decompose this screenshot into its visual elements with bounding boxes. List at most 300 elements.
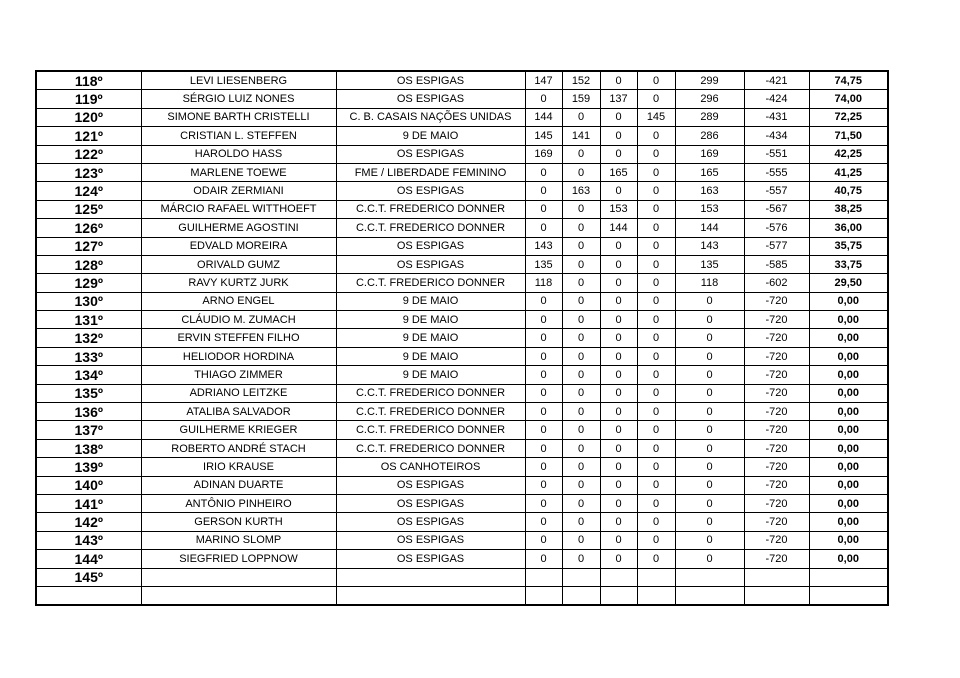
- difference-cell: -551: [744, 145, 809, 163]
- difference-cell: -431: [744, 108, 809, 126]
- position-cell: 120º: [36, 108, 141, 126]
- game-3-cell: 0: [600, 255, 637, 273]
- team-cell: 9 DE MAIO: [336, 347, 525, 365]
- game-3-cell: 0: [600, 237, 637, 255]
- team-cell: 9 DE MAIO: [336, 292, 525, 310]
- difference-cell: -720: [744, 458, 809, 476]
- game-1-cell: 147: [525, 71, 562, 90]
- game-2-cell: 0: [562, 219, 600, 237]
- player-name-cell: EDVALD MOREIRA: [141, 237, 336, 255]
- game-4-cell: 0: [637, 347, 675, 365]
- difference-cell: -720: [744, 421, 809, 439]
- game-4-cell: 0: [637, 513, 675, 531]
- difference-cell: -576: [744, 219, 809, 237]
- team-cell: C.C.T. FREDERICO DONNER: [336, 219, 525, 237]
- team-cell: OS ESPIGAS: [336, 513, 525, 531]
- game-2-cell: 0: [562, 494, 600, 512]
- score-cell: [809, 586, 888, 605]
- game-1-cell: 145: [525, 127, 562, 145]
- game-3-cell: 0: [600, 439, 637, 457]
- game-2-cell: 0: [562, 255, 600, 273]
- team-cell: 9 DE MAIO: [336, 366, 525, 384]
- game-4-cell: [637, 568, 675, 586]
- game-1-cell: 0: [525, 550, 562, 568]
- position-cell: 131º: [36, 311, 141, 329]
- game-1-cell: 0: [525, 458, 562, 476]
- team-cell: 9 DE MAIO: [336, 127, 525, 145]
- game-3-cell: 165: [600, 163, 637, 181]
- position-cell: 124º: [36, 182, 141, 200]
- score-cell: 0,00: [809, 439, 888, 457]
- position-cell: 140º: [36, 476, 141, 494]
- difference-cell: -720: [744, 311, 809, 329]
- player-name-cell: HAROLDO HASS: [141, 145, 336, 163]
- player-name-cell: SIEGFRIED LOPPNOW: [141, 550, 336, 568]
- position-cell: 135º: [36, 384, 141, 402]
- table-row: [36, 347, 888, 365]
- game-3-cell: 0: [600, 513, 637, 531]
- game-1-cell: 0: [525, 513, 562, 531]
- total-cell: 0: [675, 513, 744, 531]
- position-cell: 145º: [36, 568, 141, 586]
- table-row: [36, 311, 888, 329]
- game-3-cell: 144: [600, 219, 637, 237]
- table-row: [36, 71, 888, 90]
- game-3-cell: [600, 568, 637, 586]
- game-3-cell: 0: [600, 145, 637, 163]
- score-cell: 41,25: [809, 163, 888, 181]
- score-cell: 35,75: [809, 237, 888, 255]
- results-table: [35, 70, 889, 606]
- table-row: [36, 237, 888, 255]
- score-cell: [809, 568, 888, 586]
- player-name-cell: RAVY KURTZ JURK: [141, 274, 336, 292]
- team-cell: OS ESPIGAS: [336, 90, 525, 108]
- game-1-cell: 0: [525, 439, 562, 457]
- total-cell: 0: [675, 384, 744, 402]
- difference-cell: -720: [744, 292, 809, 310]
- team-cell: 9 DE MAIO: [336, 329, 525, 347]
- difference-cell: -720: [744, 329, 809, 347]
- player-name-cell: ARNO ENGEL: [141, 292, 336, 310]
- position-cell: 136º: [36, 403, 141, 421]
- table-row: [36, 182, 888, 200]
- game-2-cell: 141: [562, 127, 600, 145]
- game-1-cell: 0: [525, 384, 562, 402]
- player-name-cell: ADINAN DUARTE: [141, 476, 336, 494]
- game-4-cell: 0: [637, 403, 675, 421]
- position-cell: 134º: [36, 366, 141, 384]
- position-cell: 121º: [36, 127, 141, 145]
- table-row: [36, 219, 888, 237]
- table-row: [36, 274, 888, 292]
- team-cell: C.C.T. FREDERICO DONNER: [336, 274, 525, 292]
- player-name-cell: MÁRCIO RAFAEL WITTHOEFT: [141, 200, 336, 218]
- team-cell: C.C.T. FREDERICO DONNER: [336, 421, 525, 439]
- player-name-cell: [141, 586, 336, 605]
- game-3-cell: 0: [600, 366, 637, 384]
- player-name-cell: GERSON KURTH: [141, 513, 336, 531]
- score-cell: 0,00: [809, 421, 888, 439]
- score-cell: 33,75: [809, 255, 888, 273]
- position-cell: 132º: [36, 329, 141, 347]
- team-cell: [336, 586, 525, 605]
- game-3-cell: 0: [600, 403, 637, 421]
- game-1-cell: 0: [525, 329, 562, 347]
- game-2-cell: 0: [562, 550, 600, 568]
- score-cell: 72,25: [809, 108, 888, 126]
- game-4-cell: 0: [637, 329, 675, 347]
- game-4-cell: 0: [637, 439, 675, 457]
- score-cell: 71,50: [809, 127, 888, 145]
- player-name-cell: CLÁUDIO M. ZUMACH: [141, 311, 336, 329]
- game-1-cell: 0: [525, 531, 562, 549]
- player-name-cell: MARINO SLOMP: [141, 531, 336, 549]
- game-2-cell: 0: [562, 163, 600, 181]
- player-name-cell: HELIODOR HORDINA: [141, 347, 336, 365]
- team-cell: OS ESPIGAS: [336, 71, 525, 90]
- team-cell: FME / LIBERDADE FEMININO: [336, 163, 525, 181]
- score-cell: 0,00: [809, 311, 888, 329]
- total-cell: 299: [675, 71, 744, 90]
- player-name-cell: ANTÔNIO PINHEIRO: [141, 494, 336, 512]
- game-4-cell: 0: [637, 384, 675, 402]
- difference-cell: -602: [744, 274, 809, 292]
- team-cell: C.C.T. FREDERICO DONNER: [336, 200, 525, 218]
- game-2-cell: 152: [562, 71, 600, 90]
- total-cell: 165: [675, 163, 744, 181]
- total-cell: 0: [675, 494, 744, 512]
- table-row: [36, 568, 888, 586]
- game-3-cell: 0: [600, 182, 637, 200]
- score-cell: 0,00: [809, 292, 888, 310]
- position-cell: 129º: [36, 274, 141, 292]
- total-cell: [675, 586, 744, 605]
- difference-cell: -585: [744, 255, 809, 273]
- total-cell: 0: [675, 458, 744, 476]
- player-name-cell: [141, 568, 336, 586]
- player-name-cell: ADRIANO LEITZKE: [141, 384, 336, 402]
- player-name-cell: ATALIBA SALVADOR: [141, 403, 336, 421]
- score-cell: 29,50: [809, 274, 888, 292]
- player-name-cell: THIAGO ZIMMER: [141, 366, 336, 384]
- game-1-cell: 0: [525, 311, 562, 329]
- game-2-cell: [562, 586, 600, 605]
- table-row: [36, 163, 888, 181]
- table-row: [36, 586, 888, 605]
- game-2-cell: 0: [562, 274, 600, 292]
- position-cell: 126º: [36, 219, 141, 237]
- game-2-cell: 0: [562, 145, 600, 163]
- game-1-cell: 143: [525, 237, 562, 255]
- total-cell: 0: [675, 292, 744, 310]
- player-name-cell: MARLENE TOEWE: [141, 163, 336, 181]
- game-2-cell: 0: [562, 237, 600, 255]
- player-name-cell: GUILHERME AGOSTINI: [141, 219, 336, 237]
- game-1-cell: 118: [525, 274, 562, 292]
- game-4-cell: 0: [637, 531, 675, 549]
- game-1-cell: 0: [525, 366, 562, 384]
- game-2-cell: 0: [562, 108, 600, 126]
- total-cell: 0: [675, 439, 744, 457]
- total-cell: 286: [675, 127, 744, 145]
- difference-cell: [744, 568, 809, 586]
- game-4-cell: 0: [637, 494, 675, 512]
- player-name-cell: GUILHERME KRIEGER: [141, 421, 336, 439]
- team-cell: OS ESPIGAS: [336, 255, 525, 273]
- team-cell: OS ESPIGAS: [336, 550, 525, 568]
- total-cell: 0: [675, 329, 744, 347]
- game-4-cell: 0: [637, 476, 675, 494]
- team-cell: OS ESPIGAS: [336, 476, 525, 494]
- game-1-cell: 0: [525, 494, 562, 512]
- game-4-cell: 0: [637, 163, 675, 181]
- total-cell: 0: [675, 311, 744, 329]
- game-2-cell: [562, 568, 600, 586]
- position-cell: 133º: [36, 347, 141, 365]
- position-cell: 130º: [36, 292, 141, 310]
- score-cell: 0,00: [809, 403, 888, 421]
- score-cell: 0,00: [809, 513, 888, 531]
- game-2-cell: 0: [562, 292, 600, 310]
- difference-cell: -720: [744, 550, 809, 568]
- game-3-cell: 153: [600, 200, 637, 218]
- game-4-cell: 0: [637, 237, 675, 255]
- table-row: [36, 366, 888, 384]
- game-2-cell: 0: [562, 421, 600, 439]
- team-cell: 9 DE MAIO: [336, 311, 525, 329]
- position-cell: 118º: [36, 71, 141, 90]
- game-2-cell: 163: [562, 182, 600, 200]
- table-row: [36, 494, 888, 512]
- difference-cell: -720: [744, 476, 809, 494]
- game-4-cell: 0: [637, 90, 675, 108]
- game-1-cell: 0: [525, 476, 562, 494]
- score-cell: 0,00: [809, 494, 888, 512]
- game-4-cell: 0: [637, 255, 675, 273]
- score-cell: 74,00: [809, 90, 888, 108]
- difference-cell: -720: [744, 366, 809, 384]
- total-cell: 0: [675, 550, 744, 568]
- total-cell: [675, 568, 744, 586]
- score-cell: 0,00: [809, 329, 888, 347]
- game-4-cell: 0: [637, 421, 675, 439]
- game-1-cell: 0: [525, 347, 562, 365]
- game-3-cell: 0: [600, 108, 637, 126]
- position-cell: 143º: [36, 531, 141, 549]
- position-cell: 144º: [36, 550, 141, 568]
- total-cell: 0: [675, 476, 744, 494]
- difference-cell: -557: [744, 182, 809, 200]
- difference-cell: -720: [744, 347, 809, 365]
- table-row: [36, 403, 888, 421]
- difference-cell: -424: [744, 90, 809, 108]
- game-2-cell: 0: [562, 366, 600, 384]
- total-cell: 169: [675, 145, 744, 163]
- table-row: [36, 384, 888, 402]
- total-cell: 163: [675, 182, 744, 200]
- game-1-cell: 144: [525, 108, 562, 126]
- table-row: [36, 90, 888, 108]
- table-row: [36, 458, 888, 476]
- position-cell: 125º: [36, 200, 141, 218]
- table-row: [36, 476, 888, 494]
- total-cell: 143: [675, 237, 744, 255]
- game-1-cell: 0: [525, 90, 562, 108]
- position-cell: 119º: [36, 90, 141, 108]
- game-1-cell: 0: [525, 421, 562, 439]
- difference-cell: -720: [744, 531, 809, 549]
- score-cell: 40,75: [809, 182, 888, 200]
- game-3-cell: [600, 586, 637, 605]
- score-cell: 0,00: [809, 458, 888, 476]
- team-cell: OS CANHOTEIROS: [336, 458, 525, 476]
- game-2-cell: 0: [562, 458, 600, 476]
- table-row: [36, 127, 888, 145]
- player-name-cell: SIMONE BARTH CRISTELLI: [141, 108, 336, 126]
- table-row: [36, 531, 888, 549]
- total-cell: 0: [675, 531, 744, 549]
- table-row: [36, 513, 888, 531]
- table-row: [36, 108, 888, 126]
- game-4-cell: 0: [637, 200, 675, 218]
- game-3-cell: 0: [600, 347, 637, 365]
- table-row: [36, 329, 888, 347]
- difference-cell: -720: [744, 384, 809, 402]
- game-4-cell: 0: [637, 182, 675, 200]
- game-3-cell: 0: [600, 476, 637, 494]
- game-2-cell: 0: [562, 384, 600, 402]
- game-2-cell: 0: [562, 476, 600, 494]
- team-cell: [336, 568, 525, 586]
- team-cell: OS ESPIGAS: [336, 531, 525, 549]
- game-3-cell: 0: [600, 384, 637, 402]
- game-1-cell: [525, 568, 562, 586]
- game-2-cell: 159: [562, 90, 600, 108]
- game-3-cell: 0: [600, 494, 637, 512]
- total-cell: 118: [675, 274, 744, 292]
- position-cell: 139º: [36, 458, 141, 476]
- game-3-cell: 0: [600, 127, 637, 145]
- score-cell: 74,75: [809, 71, 888, 90]
- difference-cell: -434: [744, 127, 809, 145]
- difference-cell: [744, 586, 809, 605]
- game-3-cell: 0: [600, 274, 637, 292]
- game-4-cell: 0: [637, 292, 675, 310]
- team-cell: OS ESPIGAS: [336, 237, 525, 255]
- game-3-cell: 137: [600, 90, 637, 108]
- score-cell: 0,00: [809, 550, 888, 568]
- player-name-cell: ROBERTO ANDRÉ STACH: [141, 439, 336, 457]
- table-row: [36, 255, 888, 273]
- position-cell: 127º: [36, 237, 141, 255]
- position-cell: 122º: [36, 145, 141, 163]
- team-cell: C.C.T. FREDERICO DONNER: [336, 439, 525, 457]
- game-2-cell: 0: [562, 347, 600, 365]
- game-1-cell: 0: [525, 200, 562, 218]
- game-3-cell: 0: [600, 421, 637, 439]
- score-cell: 42,25: [809, 145, 888, 163]
- team-cell: OS ESPIGAS: [336, 494, 525, 512]
- game-1-cell: 0: [525, 292, 562, 310]
- game-4-cell: 0: [637, 127, 675, 145]
- total-cell: 135: [675, 255, 744, 273]
- game-4-cell: 0: [637, 274, 675, 292]
- game-4-cell: 0: [637, 145, 675, 163]
- game-1-cell: 0: [525, 163, 562, 181]
- player-name-cell: SÉRGIO LUIZ NONES: [141, 90, 336, 108]
- game-4-cell: 0: [637, 219, 675, 237]
- score-cell: 0,00: [809, 476, 888, 494]
- game-4-cell: 0: [637, 71, 675, 90]
- position-cell: 128º: [36, 255, 141, 273]
- table-row: [36, 550, 888, 568]
- game-3-cell: 0: [600, 311, 637, 329]
- position-cell: 137º: [36, 421, 141, 439]
- game-2-cell: 0: [562, 403, 600, 421]
- game-3-cell: 0: [600, 458, 637, 476]
- total-cell: 0: [675, 403, 744, 421]
- score-cell: 38,25: [809, 200, 888, 218]
- difference-cell: -567: [744, 200, 809, 218]
- table-row: [36, 145, 888, 163]
- game-4-cell: [637, 586, 675, 605]
- position-cell: 142º: [36, 513, 141, 531]
- total-cell: 296: [675, 90, 744, 108]
- game-4-cell: 0: [637, 311, 675, 329]
- table-row: [36, 439, 888, 457]
- score-cell: 36,00: [809, 219, 888, 237]
- game-2-cell: 0: [562, 531, 600, 549]
- game-1-cell: 0: [525, 403, 562, 421]
- player-name-cell: ORIVALD GUMZ: [141, 255, 336, 273]
- difference-cell: -555: [744, 163, 809, 181]
- difference-cell: -577: [744, 237, 809, 255]
- score-cell: 0,00: [809, 384, 888, 402]
- total-cell: 153: [675, 200, 744, 218]
- difference-cell: -720: [744, 494, 809, 512]
- game-1-cell: 135: [525, 255, 562, 273]
- game-4-cell: 145: [637, 108, 675, 126]
- difference-cell: -720: [744, 513, 809, 531]
- game-1-cell: 169: [525, 145, 562, 163]
- game-1-cell: [525, 586, 562, 605]
- team-cell: OS ESPIGAS: [336, 182, 525, 200]
- game-3-cell: 0: [600, 71, 637, 90]
- game-4-cell: 0: [637, 550, 675, 568]
- table-row: [36, 292, 888, 310]
- game-4-cell: 0: [637, 366, 675, 384]
- game-2-cell: 0: [562, 311, 600, 329]
- position-cell: 141º: [36, 494, 141, 512]
- player-name-cell: IRIO KRAUSE: [141, 458, 336, 476]
- game-3-cell: 0: [600, 329, 637, 347]
- total-cell: 0: [675, 366, 744, 384]
- position-cell: 138º: [36, 439, 141, 457]
- difference-cell: -421: [744, 71, 809, 90]
- game-3-cell: 0: [600, 531, 637, 549]
- game-3-cell: 0: [600, 550, 637, 568]
- results-table-body: [36, 71, 888, 605]
- table-row: [36, 200, 888, 218]
- game-3-cell: 0: [600, 292, 637, 310]
- team-cell: C. B. CASAIS NAÇÕES UNIDAS: [336, 108, 525, 126]
- difference-cell: -720: [744, 439, 809, 457]
- score-cell: 0,00: [809, 347, 888, 365]
- game-2-cell: 0: [562, 200, 600, 218]
- total-cell: 0: [675, 421, 744, 439]
- table-row: [36, 421, 888, 439]
